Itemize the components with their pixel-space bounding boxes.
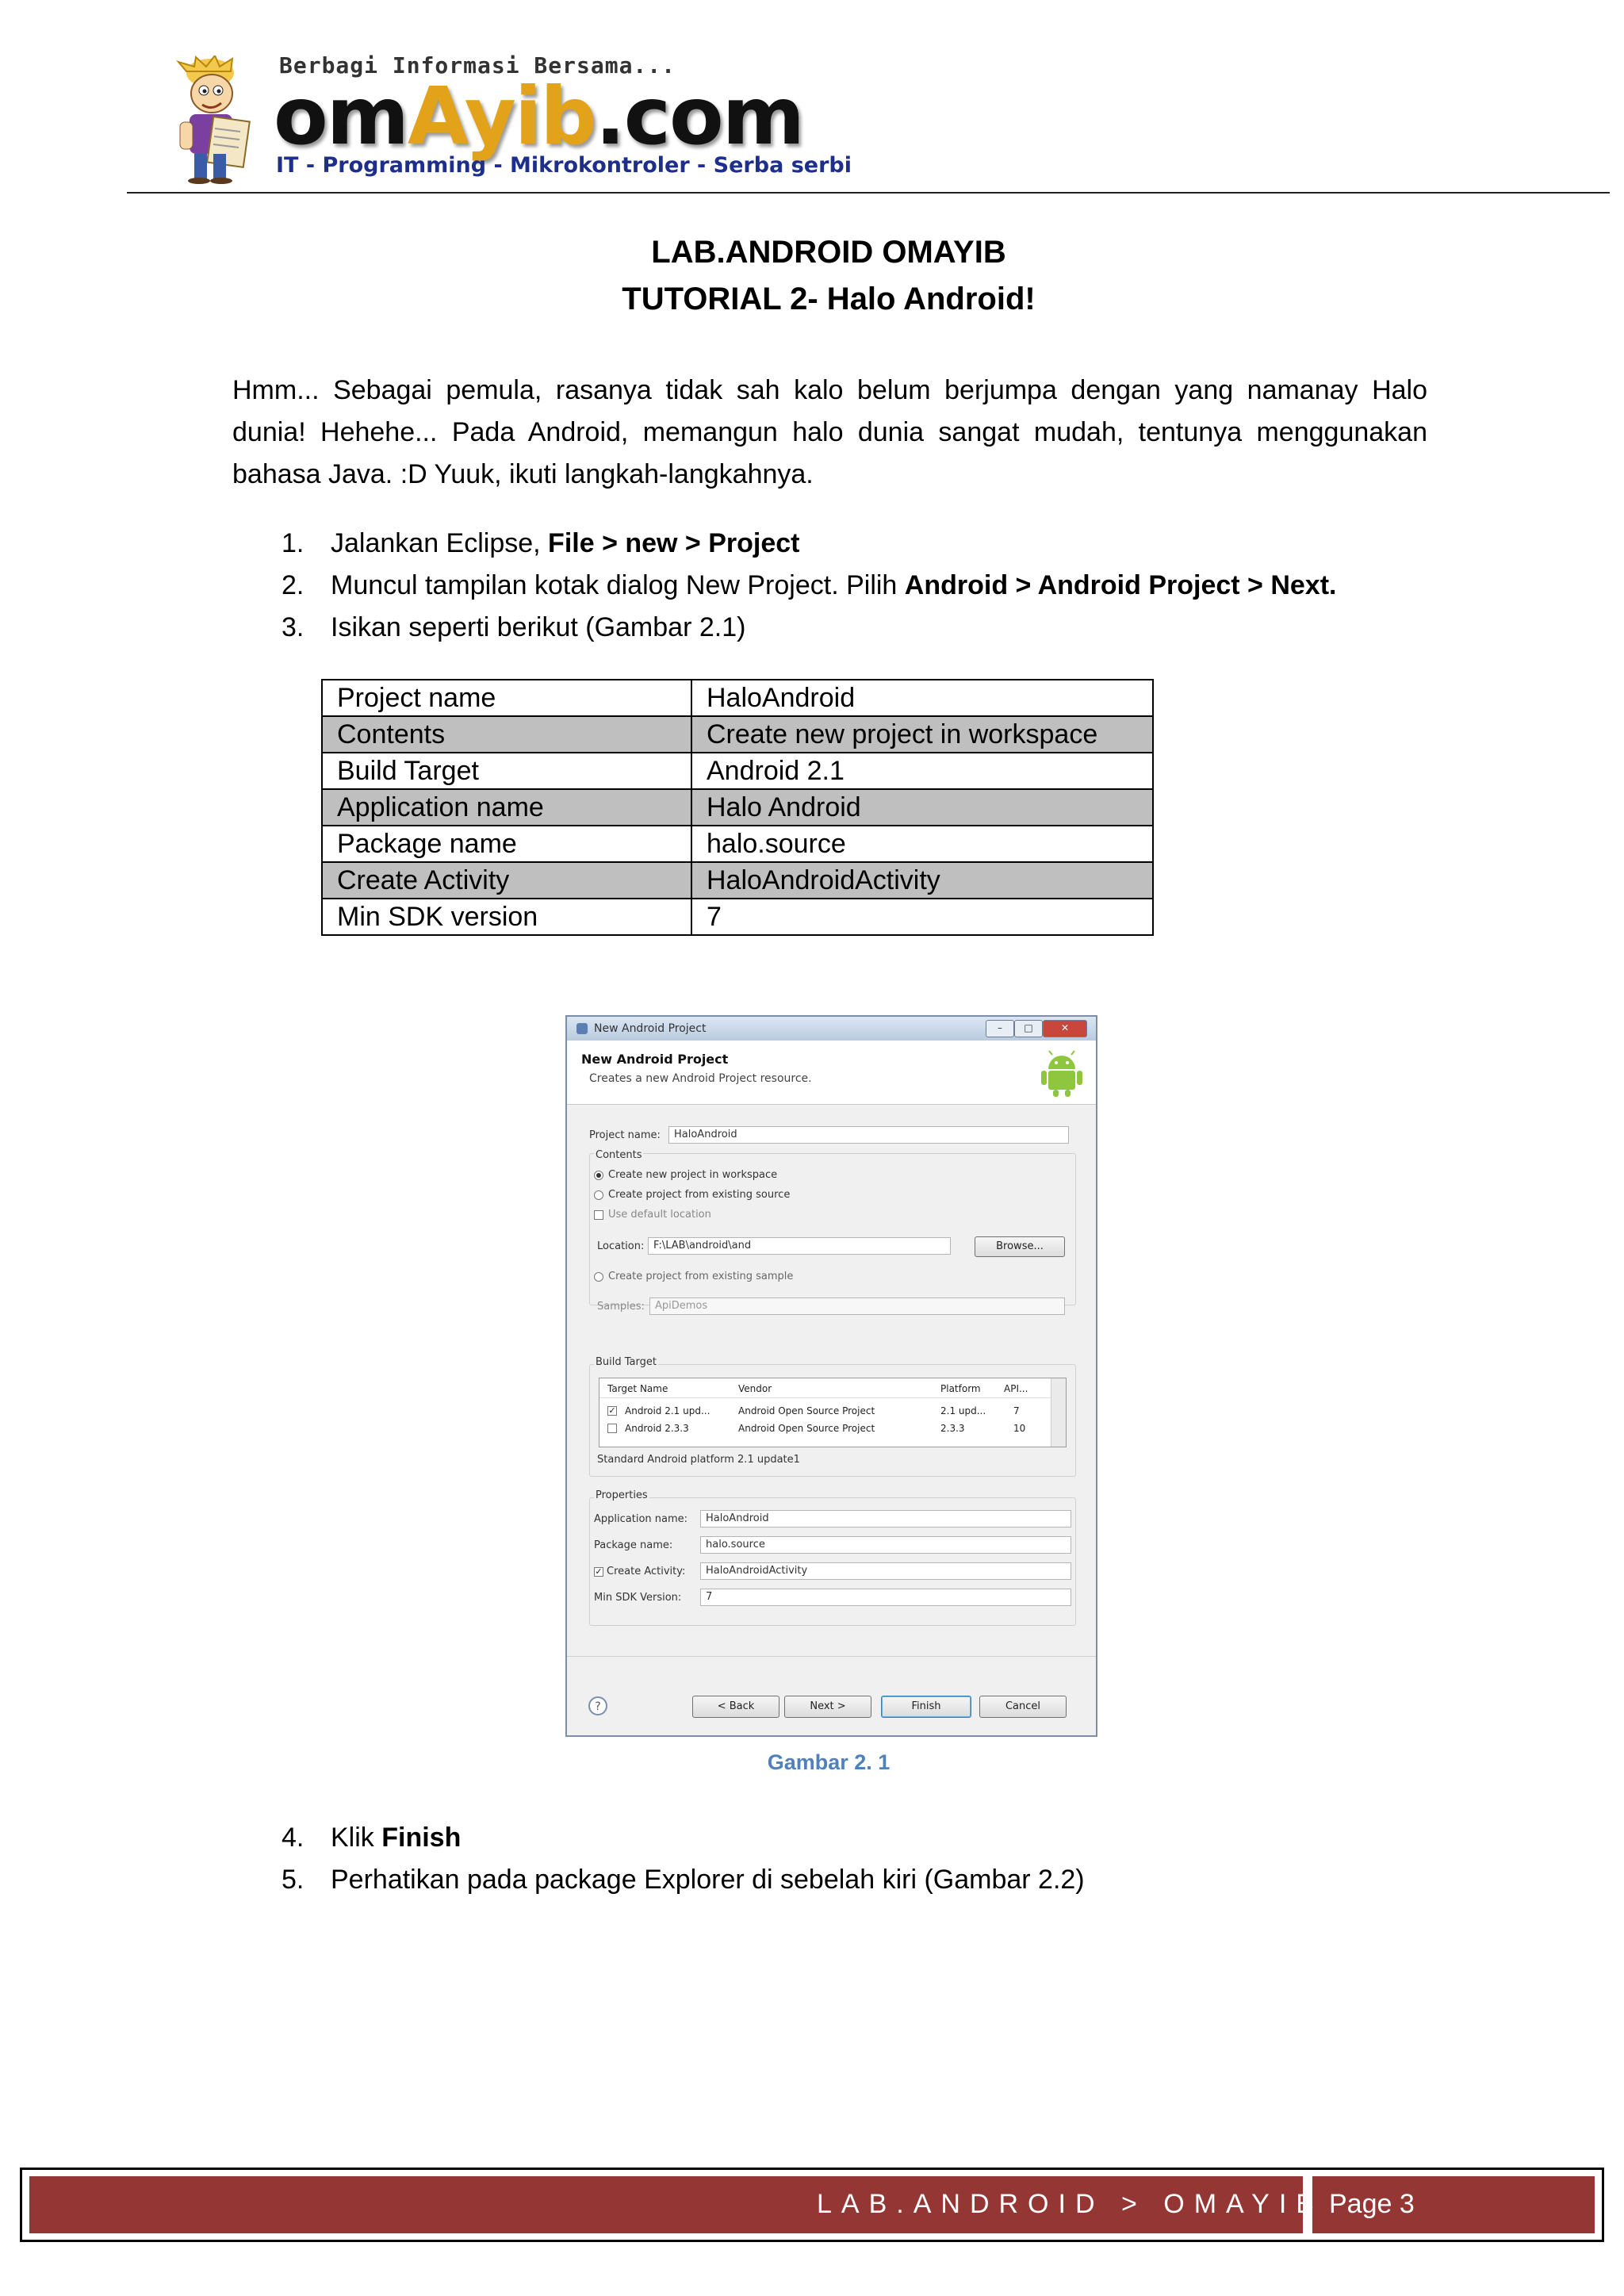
existing-source-radio[interactable] <box>594 1190 603 1200</box>
step-text <box>331 569 1336 601</box>
intro-paragraph: Hmm... Sebagai pemula, rasanya tidak sah kalo belum berjumpa dengan yang namanay Halo dunia! Hehehe... Pada Android, memangun halo dunia sangat mudah, tentunya menggunakan bahasa Java. :D Yuuk, ikuti langkah-langkahnya. <box>232 375 1427 489</box>
step-number: 1. <box>282 528 304 558</box>
target-name-cell: Android 2.3.3 <box>625 1423 689 1434</box>
table-cell-label: Create Activity <box>322 862 691 899</box>
table-row <box>322 862 1153 899</box>
app-name-input[interactable]: HaloAndroid <box>700 1510 1071 1527</box>
header-divider <box>127 192 1610 194</box>
page-number: Page 3 <box>1329 2189 1415 2219</box>
location-label: Location: <box>597 1240 645 1252</box>
build-target-description: Standard Android platform 2.1 update1 <box>597 1454 800 1466</box>
site-logo <box>274 70 803 163</box>
table-cell-label: Project name <box>322 680 691 716</box>
step-text-bold: Finish <box>381 1823 462 1853</box>
vendor-cell: Android Open Source Project <box>738 1405 875 1416</box>
package-name-label: Package name: <box>594 1539 673 1551</box>
table-row[interactable] <box>599 1420 1051 1437</box>
step-text-plain: Klik <box>331 1823 382 1853</box>
create-activity-checkbox[interactable]: ✓ <box>595 1566 603 1577</box>
step-text <box>331 527 800 559</box>
app-name-label: Application name: <box>594 1513 688 1525</box>
table-cell-value: Create new project in workspace <box>691 716 1153 753</box>
step-text-plain: Muncul tampilan kotak dialog New Project. Pilih <box>331 570 905 600</box>
dialog-subheading: Creates a new Android Project resource. <box>589 1072 812 1085</box>
table-cell-label: Contents <box>322 716 691 753</box>
default-location-checkbox[interactable] <box>594 1210 603 1220</box>
minimize-icon[interactable]: – <box>986 1020 1014 1037</box>
existing-sample-radio[interactable] <box>594 1272 603 1282</box>
table-row <box>322 826 1153 862</box>
page-subtitle: TUTORIAL 2- Halo Android! <box>622 282 1036 316</box>
button-bar-divider <box>567 1656 1096 1657</box>
vendor-cell: Android Open Source Project <box>738 1423 875 1434</box>
api-cell: 7 <box>1013 1405 1020 1416</box>
table-cell-value: HaloAndroid <box>691 680 1153 716</box>
create-new-label: Create new project in workspace <box>608 1169 778 1181</box>
logo-part-com: .com <box>595 70 803 163</box>
table-row <box>322 789 1153 826</box>
next-button[interactable]: Next > <box>784 1696 871 1718</box>
create-activity-label: Create Activity: <box>607 1566 686 1577</box>
step-text <box>331 611 745 643</box>
min-sdk-input[interactable]: 7 <box>700 1589 1071 1606</box>
close-icon[interactable]: ✕ <box>1043 1020 1087 1037</box>
package-name-input[interactable]: halo.source <box>700 1536 1071 1554</box>
build-target-label: Build Target <box>596 1356 657 1368</box>
table-cell-label: Package name <box>322 826 691 862</box>
header-tagline-bottom: IT - Programming - Mikrokontroler - Serba serbi <box>276 153 852 178</box>
min-sdk-label: Min SDK Version: <box>594 1592 682 1604</box>
location-input[interactable]: F:\LAB\android\and <box>648 1237 951 1255</box>
finish-button[interactable]: Finish <box>881 1696 971 1718</box>
existing-sample-label: Create project from existing sample <box>608 1271 794 1282</box>
step-number: 5. <box>282 1865 304 1895</box>
new-android-project-dialog <box>565 1015 1097 1737</box>
table-row <box>322 753 1153 789</box>
step-number: 4. <box>282 1823 304 1853</box>
table-header-row <box>599 1380 1051 1398</box>
samples-select[interactable]: ApiDemos <box>649 1297 1065 1315</box>
table-cell-value: 7 <box>691 899 1153 935</box>
existing-source-label: Create project from existing source <box>608 1189 791 1201</box>
table-row <box>322 716 1153 753</box>
contents-group-label: Contents <box>596 1149 642 1161</box>
svg-text:?: ? <box>595 1700 601 1713</box>
project-name-label: Project name: <box>589 1129 661 1141</box>
logo-part-ayib: Ayib <box>407 70 596 163</box>
step-text <box>331 1822 461 1853</box>
table-cell-value: HaloAndroidActivity <box>691 862 1153 899</box>
platform-cell: 2.3.3 <box>940 1423 965 1434</box>
properties-label: Properties <box>596 1489 648 1501</box>
create-activity-input[interactable]: HaloAndroidActivity <box>700 1562 1071 1580</box>
header-tagline-top: Berbagi Informasi Bersama... <box>279 52 676 79</box>
target-name-cell: Android 2.1 upd... <box>625 1405 710 1416</box>
eclipse-window-icon <box>576 1023 588 1034</box>
dialog-heading: New Android Project <box>581 1052 729 1067</box>
table-cell-value: halo.source <box>691 826 1153 862</box>
table-cell-label: Application name <box>322 789 691 826</box>
table-row[interactable] <box>599 1402 1051 1420</box>
dialog-header <box>567 1041 1096 1105</box>
col-target-name: Target Name <box>607 1383 668 1394</box>
table-row <box>322 899 1153 935</box>
browse-button[interactable]: Browse... <box>975 1236 1065 1257</box>
maximize-icon[interactable]: □ <box>1014 1020 1043 1037</box>
page-title: LAB.ANDROID OMAYIB <box>651 235 1006 270</box>
back-button[interactable]: < Back <box>692 1696 779 1718</box>
col-api: API... <box>1004 1383 1028 1394</box>
table-cell-value: Android 2.1 <box>691 753 1153 789</box>
step-text-plain: Isikan seperti berikut (Gambar 2.1) <box>331 612 746 642</box>
dialog-titlebar <box>567 1017 1096 1041</box>
logo-part-om: om <box>274 70 408 163</box>
platform-cell: 2.1 upd... <box>940 1405 986 1416</box>
target-checkbox-checked[interactable]: ✓ <box>608 1405 616 1416</box>
help-icon[interactable] <box>588 1696 608 1716</box>
default-location-label: Use default location <box>608 1209 711 1221</box>
col-vendor: Vendor <box>738 1383 772 1394</box>
api-cell: 10 <box>1013 1423 1026 1434</box>
step-text-bold: File > new > Project <box>548 528 800 558</box>
figure-caption: Gambar 2. 1 <box>767 1750 891 1774</box>
step-text-plain: Perhatikan pada package Explorer di sebelah kiri (Gambar 2.2) <box>331 1865 1085 1895</box>
project-settings-table <box>321 679 1154 936</box>
footer-text: LAB.ANDROID > OMAYIB <box>817 2189 1323 2219</box>
step-number: 3. <box>282 612 304 642</box>
table-cell-value: Halo Android <box>691 789 1153 826</box>
build-target-table[interactable] <box>599 1378 1067 1447</box>
step-text-plain: Jalankan Eclipse, <box>331 528 549 558</box>
android-robot-icon <box>1039 1050 1085 1098</box>
dialog-window-title: New Android Project <box>594 1022 707 1035</box>
cancel-button[interactable]: Cancel <box>979 1696 1067 1718</box>
create-new-radio[interactable] <box>594 1171 603 1180</box>
step-number: 2. <box>282 570 304 600</box>
samples-label: Samples: <box>597 1301 645 1313</box>
table-cell-label: Build Target <box>322 753 691 789</box>
table-scrollbar[interactable] <box>1051 1378 1066 1447</box>
step-text <box>331 1864 1085 1895</box>
col-platform: Platform <box>940 1383 981 1394</box>
mascot-logo-icon <box>163 56 262 184</box>
step-text-bold: Android > Android Project > Next. <box>904 570 1337 600</box>
table-cell-label: Min SDK version <box>322 899 691 935</box>
table-row <box>322 680 1153 716</box>
project-name-input[interactable]: HaloAndroid <box>668 1126 1069 1144</box>
target-checkbox[interactable] <box>607 1424 617 1433</box>
